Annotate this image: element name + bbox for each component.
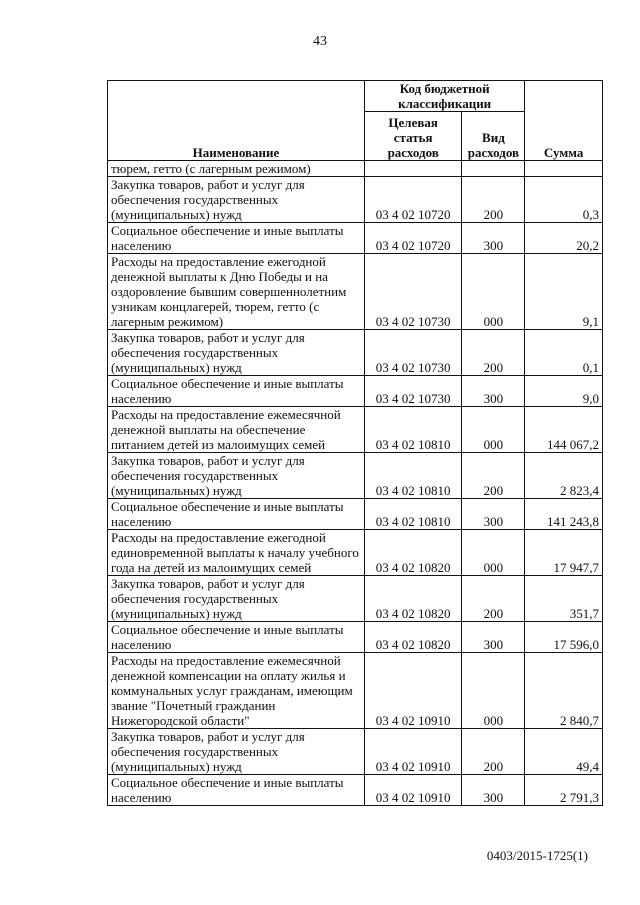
row-name: Закупка товаров, работ и услуг для обеспечения государственных (муниципальных) нужд: [108, 330, 365, 376]
row-target-article: 03 4 02 10820: [364, 622, 462, 653]
row-expense-type: 300: [462, 775, 525, 806]
row-expense-type: 000: [462, 254, 525, 330]
document-number: 0403/2015-1725(1): [486, 848, 588, 863]
row-expense-type: 200: [462, 576, 525, 622]
row-sum: 141 243,8: [525, 499, 603, 530]
row-name: Расходы на предоставление ежемесячной денежной компенсации на оплату жилья и коммунальных услуг гражданам, имеющим звание "Почетный гражданин Нижегородской области": [108, 653, 365, 729]
row-target-article: 03 4 02 10730: [364, 254, 462, 330]
row-name: Закупка товаров, работ и услуг для обеспечения государственных (муниципальных) нужд: [108, 453, 365, 499]
row-sum: 49,4: [525, 729, 603, 775]
table-row: [108, 161, 603, 177]
row-name: Расходы на предоставление ежемесячной денежной выплаты на обеспечение питанием детей из малоимущих семей: [108, 407, 365, 453]
row-sum: 0,1: [525, 330, 603, 376]
row-sum: 0,3: [525, 177, 603, 223]
row-target-article: 03 4 02 10810: [364, 453, 462, 499]
row-expense-type: 000: [462, 653, 525, 729]
row-target-article: 03 4 02 10910: [364, 729, 462, 775]
table-row: [108, 453, 603, 499]
row-target-article: 03 4 02 10810: [364, 499, 462, 530]
row-name: Закупка товаров, работ и услуг для обеспечения государственных (муниципальных) нужд: [108, 729, 365, 775]
header-expense-type: Вид расходов: [462, 112, 525, 161]
table-body: [108, 161, 603, 806]
row-sum: 9,0: [525, 376, 603, 407]
row-target-article: 03 4 02 10810: [364, 407, 462, 453]
row-expense-type: 200: [462, 330, 525, 376]
table-row: [108, 254, 603, 330]
row-sum: 2 840,7: [525, 653, 603, 729]
header-target-article: Целевая статья расходов: [364, 112, 462, 161]
table-row: [108, 775, 603, 806]
row-sum: 9,1: [525, 254, 603, 330]
row-sum: 17 596,0: [525, 622, 603, 653]
row-sum: 144 067,2: [525, 407, 603, 453]
row-expense-type: 200: [462, 453, 525, 499]
row-expense-type: 300: [462, 622, 525, 653]
table-row: [108, 576, 603, 622]
row-sum: 2 823,4: [525, 453, 603, 499]
row-target-article: 03 4 02 10720: [364, 177, 462, 223]
table-row: [108, 653, 603, 729]
row-expense-type: 000: [462, 530, 525, 576]
table-row: [108, 330, 603, 376]
table-row: [108, 407, 603, 453]
table-row: [108, 729, 603, 775]
row-target-article: 03 4 02 10910: [364, 775, 462, 806]
row-expense-type: 200: [462, 177, 525, 223]
row-expense-type: 300: [462, 223, 525, 254]
row-sum: 351,7: [525, 576, 603, 622]
row-sum: [525, 161, 603, 177]
table-row: [108, 223, 603, 254]
row-name: Социальное обеспечение и иные выплаты населению: [108, 775, 365, 806]
table-row: [108, 622, 603, 653]
row-expense-type: 300: [462, 499, 525, 530]
row-name: Социальное обеспечение и иные выплаты населению: [108, 622, 365, 653]
row-name: Социальное обеспечение и иные выплаты населению: [108, 376, 365, 407]
row-sum: 17 947,7: [525, 530, 603, 576]
row-name: Социальное обеспечение и иные выплаты населению: [108, 499, 365, 530]
row-expense-type: 200: [462, 729, 525, 775]
header-name: Наименование: [108, 81, 365, 161]
row-target-article: 03 4 02 10720: [364, 223, 462, 254]
row-name: Закупка товаров, работ и услуг для обеспечения государственных (муниципальных) нужд: [108, 177, 365, 223]
header-sum: Сумма: [525, 81, 603, 161]
row-target-article: 03 4 02 10730: [364, 330, 462, 376]
row-name: Расходы на предоставление ежегодной единовременной выплаты к началу учебного года на детей из малоимущих семей: [108, 530, 365, 576]
table-row: [108, 177, 603, 223]
row-expense-type: 300: [462, 376, 525, 407]
table-row: [108, 530, 603, 576]
row-target-article: 03 4 02 10820: [364, 530, 462, 576]
row-expense-type: 000: [462, 407, 525, 453]
row-sum: 20,2: [525, 223, 603, 254]
budget-table: [107, 80, 603, 806]
header-classification: Код бюджетной классификации: [364, 81, 524, 112]
row-target-article: 03 4 02 10730: [364, 376, 462, 407]
page-number: 43: [313, 34, 327, 49]
row-target-article: [364, 161, 462, 177]
row-expense-type: [462, 161, 525, 177]
row-target-article: 03 4 02 10910: [364, 653, 462, 729]
row-target-article: 03 4 02 10820: [364, 576, 462, 622]
row-name: тюрем, гетто (с лагерным режимом): [108, 161, 365, 177]
table-row: [108, 376, 603, 407]
row-name: Закупка товаров, работ и услуг для обеспечения государственных (муниципальных) нужд: [108, 576, 365, 622]
table-row: [108, 499, 603, 530]
row-sum: 2 791,3: [525, 775, 603, 806]
row-name: Расходы на предоставление ежегодной денежной выплаты к Дню Победы и на оздоровление бывшим совершеннолетним узникам концлагерей, тюрем, гетто (с лагерным режимом): [108, 254, 365, 330]
row-name: Социальное обеспечение и иные выплаты населению: [108, 223, 365, 254]
